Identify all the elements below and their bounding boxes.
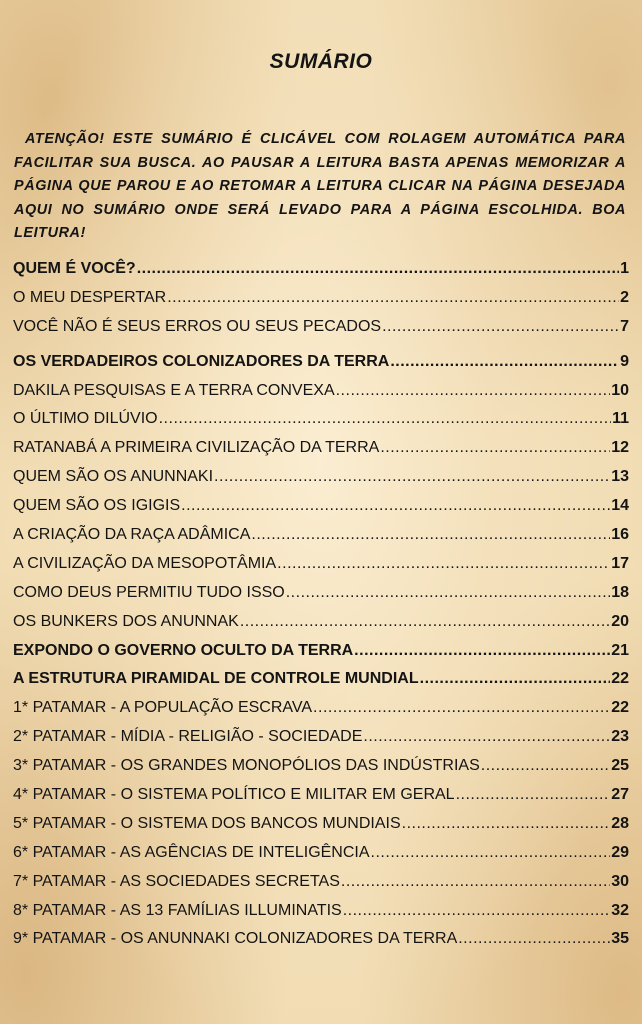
toc-entry-page-number: 21: [611, 641, 629, 659]
toc-entry[interactable]: [13, 463, 629, 492]
toc-entry-label: A CRIAÇÃO DA RAÇA ADÂMICA: [13, 526, 251, 544]
toc-entry-page-number: 12: [611, 439, 629, 457]
toc-entry-label: 7* PATAMAR - AS SOCIEDADES SECRETAS: [13, 872, 340, 890]
toc-entry-label: 5* PATAMAR - O SISTEMA DOS BANCOS MUNDIAIS: [13, 814, 401, 832]
toc-entry[interactable]: [13, 284, 629, 313]
toc-entry[interactable]: [13, 868, 629, 897]
toc-entry[interactable]: [13, 255, 629, 284]
toc-entry-page-number: 11: [612, 410, 629, 428]
dot-leader: [277, 550, 610, 579]
toc-entry-label: QUEM SÃO OS IGIGIS: [13, 497, 181, 515]
toc-entry-label: COMO DEUS PERMITIU TUDO ISSO: [13, 583, 285, 601]
toc-entry-page-number: 1: [620, 260, 629, 277]
toc-entry[interactable]: [13, 637, 629, 666]
dot-leader: [363, 723, 610, 752]
toc-entry[interactable]: [13, 781, 629, 810]
toc-entry-label: 8* PATAMAR - AS 13 FAMÍLIAS ILLUMINATIS: [13, 901, 342, 919]
toc-entry-page-number: 30: [611, 872, 629, 890]
toc-entry-page-number: 32: [611, 901, 629, 919]
toc-entry[interactable]: [13, 839, 629, 868]
toc-entry[interactable]: [13, 579, 629, 608]
toc-entry-label: 6* PATAMAR - AS AGÊNCIAS DE INTELIGÊNCIA: [13, 843, 370, 861]
toc-entry-page-number: 23: [611, 728, 629, 746]
toc-entry[interactable]: [13, 405, 629, 434]
toc-entry-label: RATANABÁ A PRIMEIRA CIVILIZAÇÃO DA TERRA: [13, 439, 380, 457]
toc-entry-page-number: 10: [611, 381, 629, 399]
toc-entry-page-number: 14: [611, 497, 629, 515]
toc-entry-page-number: 25: [611, 757, 629, 775]
toc-entry-label: EXPONDO O GOVERNO OCULTO DA TERRA: [13, 641, 354, 659]
toc-entry-label: 9* PATAMAR - OS ANUNNAKI COLONIZADORES DA TERRA: [13, 930, 458, 948]
toc-entry-label: O ÚLTIMO DILÚVIO: [13, 410, 158, 428]
toc-entry-page-number: 17: [611, 554, 629, 572]
toc-entry-label: A ESTRUTURA PIRAMIDAL DE CONTROLE MUNDIAL: [13, 670, 419, 688]
toc-entry-page-number: 13: [611, 468, 629, 486]
dot-leader: [481, 752, 610, 781]
toc-entry[interactable]: [13, 897, 629, 926]
toc-entry-label: QUEM É VOCÊ?: [13, 260, 136, 277]
toc-entry-label: 4* PATAMAR - O SISTEMA POLÍTICO E MILITAR EM GERAL: [13, 786, 455, 804]
toc-entry[interactable]: [13, 925, 629, 954]
toc-entry[interactable]: [13, 348, 629, 377]
dot-leader: [137, 255, 619, 284]
toc-entry-page-number: 22: [611, 670, 629, 688]
toc-entry[interactable]: [13, 377, 629, 406]
toc-entry-page-number: 2: [620, 288, 629, 306]
dot-leader: [456, 781, 611, 810]
dot-leader: [402, 810, 611, 839]
dot-leader: [343, 897, 611, 926]
dot-leader: [380, 434, 610, 463]
toc-entry[interactable]: [13, 752, 629, 781]
dot-leader: [382, 313, 619, 342]
toc-entry[interactable]: [13, 521, 629, 550]
toc-entry-page-number: 27: [611, 786, 629, 804]
toc-entry-label: OS VERDADEIROS COLONIZADORES DA TERRA: [13, 352, 390, 370]
toc-entry[interactable]: [13, 550, 629, 579]
toc-entry-label: O MEU DESPERTAR: [13, 288, 167, 306]
toc-entry[interactable]: [13, 694, 629, 723]
toc-entry[interactable]: [13, 434, 629, 463]
dot-leader: [420, 665, 611, 694]
dot-leader: [458, 925, 610, 954]
toc-entry-label: 2* PATAMAR - MÍDIA - RELIGIÃO - SOCIEDADE: [13, 728, 363, 746]
toc-entry-page-number: 7: [620, 317, 629, 335]
toc-entry[interactable]: [13, 492, 629, 521]
toc-entry-page-number: 16: [611, 526, 629, 544]
toc-entry[interactable]: [13, 665, 629, 694]
toc-entry-page-number: 9: [620, 352, 629, 370]
toc-entry[interactable]: [13, 810, 629, 839]
toc-entry-label: A CIVILIZAÇÃO DA MESOPOTÂMIA: [13, 554, 277, 572]
dot-leader: [390, 348, 619, 377]
toc-entry-label: 3* PATAMAR - OS GRANDES MONOPÓLIOS DAS INDÚSTRIAS: [13, 757, 480, 775]
dot-leader: [336, 377, 611, 406]
dot-leader: [371, 839, 611, 868]
toc-entry-label: VOCÊ NÃO É SEUS ERROS OU SEUS PECADOS: [13, 317, 382, 335]
toc-entry-page-number: 20: [611, 612, 629, 630]
toc-entry-page-number: 28: [611, 814, 629, 832]
toc-entry-page-number: 35: [611, 930, 629, 948]
toc-entry[interactable]: [13, 608, 629, 637]
table-of-contents: [13, 255, 629, 954]
dot-leader: [240, 608, 610, 637]
dot-leader: [167, 284, 619, 313]
toc-entry-label: OS BUNKERS DOS ANUNNAK: [13, 612, 239, 630]
dot-leader: [313, 694, 610, 723]
toc-entry-label: 1* PATAMAR - A POPULAÇÃO ESCRAVA: [13, 699, 313, 717]
toc-entry[interactable]: [13, 313, 629, 342]
dot-leader: [341, 868, 610, 897]
dot-leader: [159, 405, 611, 434]
dot-leader: [214, 463, 610, 492]
page-title: SUMÁRIO: [269, 50, 373, 73]
dot-leader: [286, 579, 610, 608]
dot-leader: [251, 521, 610, 550]
dot-leader: [181, 492, 610, 521]
notice-text: ATENÇÃO! ESTE SUMÁRIO É CLICÁVEL COM ROLAGEM AUTOMÁTICA PARA FACILITAR SUA BUSCA. AO PAUSAR A LEITURA BASTA APENAS MEMORIZAR A PÁGINA QUE PAROU E AO RETOMAR A LEITURA CLICAR NA PÁGINA DESEJADA AQUI NO SUMÁRIO ONDE SERÁ LEVADO PARA A PÁGINA ESCOLHIDA. BOA LEITURA!: [14, 131, 626, 241]
toc-entry[interactable]: [13, 723, 629, 752]
toc-entry-label: QUEM SÃO OS ANUNNAKI: [13, 468, 214, 486]
toc-entry-page-number: 29: [611, 843, 629, 861]
toc-entry-page-number: 18: [611, 583, 629, 601]
toc-entry-page-number: 22: [611, 699, 629, 717]
toc-entry-label: DAKILA PESQUISAS E A TERRA CONVEXA: [13, 381, 335, 399]
dot-leader: [354, 637, 610, 666]
